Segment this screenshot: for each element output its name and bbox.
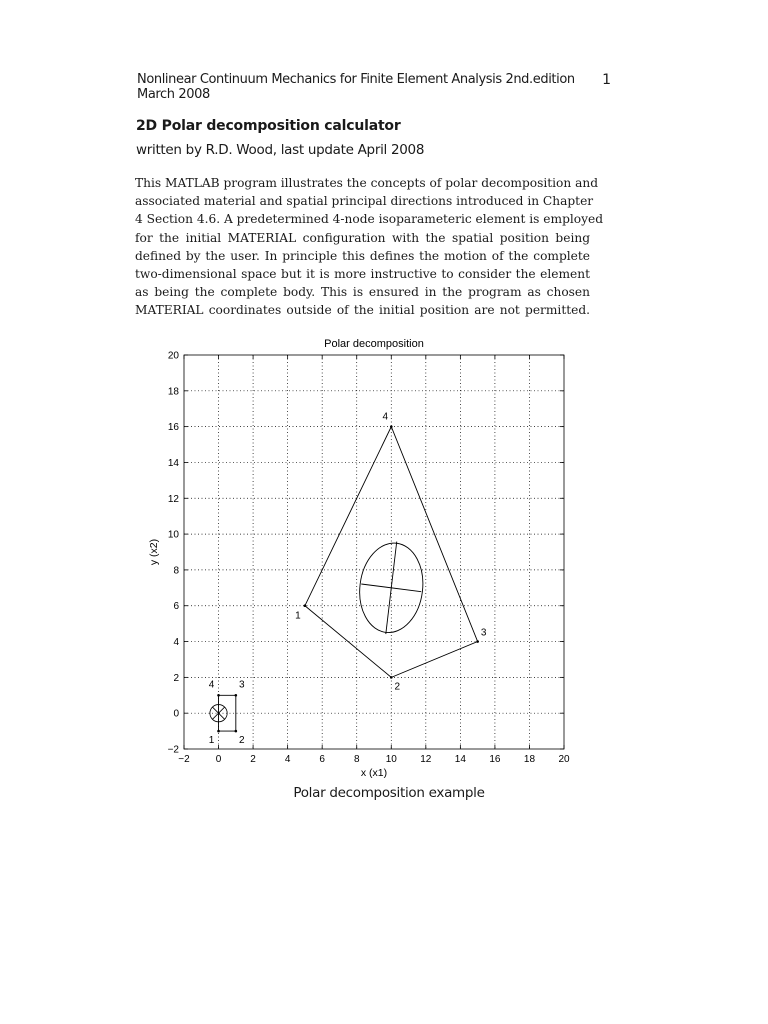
y-tick-label: 20 — [167, 350, 179, 362]
figure-caption: Polar decomposition example — [293, 785, 485, 801]
body-line: 4 Section 4.6. A predetermined 4-node isoparameteric element is employed — [135, 212, 604, 227]
initial-element-node-2 — [235, 730, 238, 733]
body-line: two-dimensional space but it is more instructive to consider the element — [135, 267, 590, 282]
body-line: for the initial MATERIAL configuration with the spatial position being — [135, 230, 590, 245]
body-line: This MATLAB program illustrates the concepts of polar decomposition and — [135, 176, 599, 190]
deformed-element-node-label: 1 — [295, 610, 301, 622]
y-tick-label: 2 — [173, 672, 179, 684]
y-tick-label: 8 — [173, 565, 179, 577]
deformed-element-node-4 — [390, 425, 393, 428]
deformed-element-node-label: 3 — [480, 627, 487, 639]
body-line: as being the complete body. This is ensured in the program as chosen — [135, 285, 590, 300]
y-tick-label: 18 — [167, 386, 179, 398]
polar-decomposition-chart — [130, 330, 590, 790]
x-tick-label: 10 — [385, 754, 397, 765]
page-header — [137, 72, 615, 102]
initial-element-node-label: 4 — [208, 679, 215, 691]
deformed-element-node-label: 2 — [394, 681, 401, 693]
x-tick-label: 14 — [454, 754, 466, 765]
y-tick-label: −2 — [167, 744, 179, 756]
y-tick-label: 12 — [167, 493, 179, 505]
initial-element-node-1 — [217, 730, 220, 733]
polar-decomposition-figure — [130, 330, 590, 790]
initial-element-node-3 — [235, 694, 238, 697]
y-tick-label: 14 — [167, 457, 179, 469]
initial-element-node-label: 2 — [239, 735, 245, 747]
initial-element-node-label: 3 — [239, 679, 245, 691]
deformed-element-node-2 — [390, 676, 393, 679]
chart-title: Polar decomposition — [324, 338, 424, 350]
y-tick-label: 16 — [167, 422, 179, 434]
y-tick-label: 6 — [173, 601, 179, 613]
x-axis-label: x (x1) — [360, 767, 388, 779]
body-line: MATERIAL coordinates outside of the initial position are not permitted. — [135, 303, 590, 318]
body-paragraph — [135, 174, 604, 320]
y-tick-label: 0 — [173, 708, 179, 720]
x-tick-label: 2 — [250, 754, 256, 765]
y-tick-label: 4 — [173, 637, 179, 649]
x-tick-label: 6 — [319, 754, 325, 765]
page-number: 1 — [602, 72, 611, 88]
x-tick-label: 12 — [420, 754, 432, 765]
y-tick-label: 10 — [167, 529, 179, 541]
section-title: 2D Polar decomposition calculator — [136, 118, 401, 134]
x-tick-label: −2 — [178, 754, 190, 765]
deformed-element-node-1 — [304, 604, 307, 607]
x-tick-label: 16 — [489, 754, 501, 765]
x-tick-label: 8 — [353, 754, 360, 765]
author-byline: written by R.D. Wood, last update April 2008 — [136, 142, 425, 158]
y-axis-label: y (x2) — [148, 538, 160, 566]
x-tick-label: 4 — [284, 754, 291, 765]
deformed-element-node-label: 4 — [382, 411, 389, 423]
deformed-element-node-3 — [476, 640, 479, 643]
running-title: Nonlinear Continuum Mechanics for Finite Element Analysis 2nd.edition March 2008 — [137, 72, 575, 102]
body-line: associated material and spatial principal directions introduced in Chapter — [135, 194, 594, 209]
initial-element-node-4 — [217, 694, 220, 697]
x-tick-label: 20 — [558, 754, 570, 765]
body-line: defined by the user. In principle this defines the motion of the complete — [135, 248, 590, 263]
x-tick-label: 0 — [215, 754, 222, 765]
x-tick-label: 18 — [523, 754, 536, 765]
initial-element-node-label: 1 — [208, 735, 215, 747]
